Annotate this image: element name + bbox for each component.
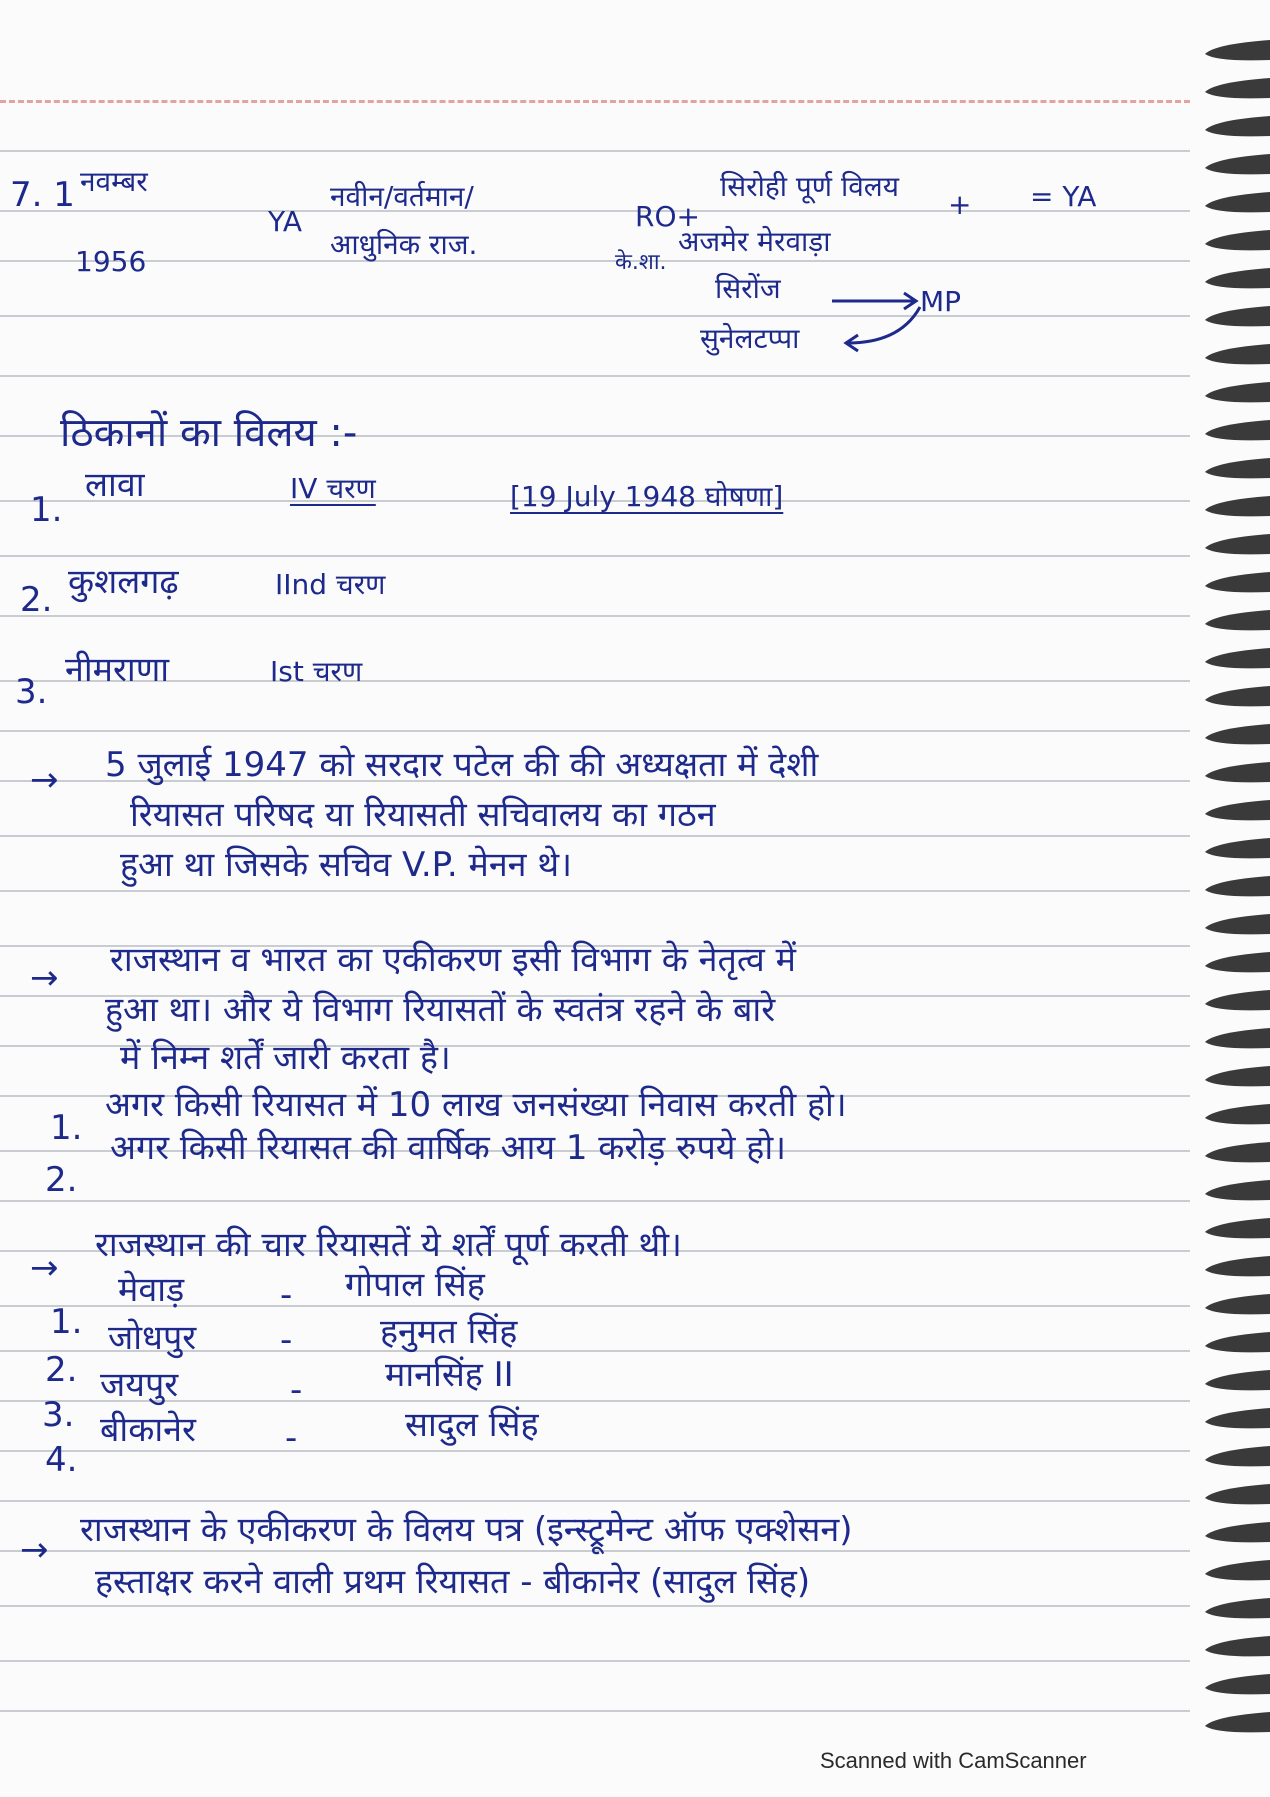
kendra-shasit-label: के.शा.	[615, 250, 667, 275]
spiral-ring	[1205, 1142, 1270, 1162]
ro-plus-label: RO+	[635, 200, 700, 233]
state-2-number: 2.	[45, 1350, 78, 1390]
spiral-ring	[1205, 648, 1270, 668]
spiral-ring	[1205, 1180, 1270, 1200]
para1-line1: 5 जुलाई 1947 को सरदार पटेल की की अध्यक्षता में देशी	[105, 745, 819, 785]
para2-line3: में निम्न शर्तें जारी करता है।	[120, 1038, 451, 1078]
state-descriptor-line1: नवीन/वर्तमान/	[330, 180, 474, 213]
spiral-ring	[1205, 192, 1270, 212]
ruled-line	[0, 1660, 1190, 1662]
thikana-2-name: कुशलगढ़	[68, 562, 179, 602]
spiral-ring	[1205, 230, 1270, 250]
state-2-dash: -	[280, 1320, 293, 1360]
thikana-1-number: 1.	[30, 490, 63, 530]
state-2-name: जोधपुर	[108, 1318, 197, 1358]
thikana-1-note: [19 July 1948 घोषणा]	[510, 480, 784, 513]
spiral-ring	[1205, 1370, 1270, 1390]
ruled-line	[0, 1450, 1190, 1452]
spiral-ring	[1205, 382, 1270, 402]
thikana-3-number: 3.	[15, 672, 48, 712]
spiral-ring	[1205, 1408, 1270, 1428]
date-number: 7. 1	[10, 175, 75, 215]
ruled-line	[0, 1710, 1190, 1712]
spiral-ring	[1205, 1522, 1270, 1542]
thikana-2-number: 2.	[20, 580, 53, 620]
spiral-ring	[1205, 990, 1270, 1010]
spiral-ring	[1205, 344, 1270, 364]
ruled-line	[0, 730, 1190, 732]
state-4-name: बीकानेर	[100, 1410, 196, 1450]
arrow-sironj-to-mp	[830, 285, 930, 355]
spiral-ring	[1205, 1560, 1270, 1580]
spiral-ring	[1205, 496, 1270, 516]
sirohi-merger: सिरोही पूर्ण विलय	[720, 170, 899, 203]
para4-line2: हस्ताक्षर करने वाली प्रथम रियासत - बीकानेर (सादुल सिंह)	[95, 1562, 811, 1602]
spiral-binding	[1195, 30, 1270, 1740]
state-3-ruler: मानसिंह II	[385, 1355, 514, 1395]
spiral-ring	[1205, 78, 1270, 98]
date-year: 1956	[75, 245, 147, 278]
condition-2-number: 2.	[45, 1160, 78, 1200]
camscanner-watermark: Scanned with CamScanner	[820, 1748, 1087, 1773]
arrow-bullet-4: →	[20, 1530, 49, 1570]
ruled-line	[0, 1500, 1190, 1502]
state-1-number: 1.	[50, 1302, 83, 1342]
ajmer-merwara: अजमेर मेरवाड़ा	[678, 225, 831, 258]
ruled-line	[0, 835, 1190, 837]
spiral-ring	[1205, 610, 1270, 630]
state-4-dash: -	[285, 1418, 298, 1458]
date-month: नवम्बर	[80, 165, 148, 198]
ruled-line	[0, 615, 1190, 617]
spiral-ring	[1205, 876, 1270, 896]
state-3-name: जयपुर	[100, 1365, 179, 1405]
spiral-ring	[1205, 686, 1270, 706]
spiral-ring	[1205, 458, 1270, 478]
spiral-ring	[1205, 1256, 1270, 1276]
state-3-number: 3.	[42, 1395, 75, 1435]
spiral-ring	[1205, 1712, 1270, 1732]
spiral-ring	[1205, 534, 1270, 554]
state-4-ruler: सादुल सिंह	[405, 1405, 539, 1445]
para1-line3: हुआ था जिसके सचिव V.P. मेनन थे।	[120, 845, 572, 885]
state-descriptor-line2: आधुनिक राज.	[330, 228, 478, 261]
ruled-line	[0, 315, 1190, 317]
para2-line2: हुआ था। और ये विभाग रियासतों के स्वतंत्र रहने के बारे	[105, 990, 776, 1030]
para4-line1: राजस्थान के एकीकरण के विलय पत्र (इन्स्ट्रूमेन्ट ऑफ एक्शेसन)	[80, 1510, 853, 1550]
spiral-ring	[1205, 116, 1270, 136]
spiral-ring	[1205, 40, 1270, 60]
state-3-dash: -	[290, 1370, 303, 1410]
spiral-ring	[1205, 724, 1270, 744]
spiral-ring	[1205, 1446, 1270, 1466]
arrow-bullet-2: →	[30, 958, 59, 998]
spiral-ring	[1205, 800, 1270, 820]
ruled-line	[0, 260, 1190, 262]
thikana-1-phase: IV चरण	[290, 472, 376, 505]
thikana-heading: ठिकानों का विलय :-	[60, 410, 358, 456]
top-margin-line	[0, 100, 1190, 103]
ruled-line	[0, 210, 1190, 212]
spiral-ring	[1205, 1104, 1270, 1124]
spiral-ring	[1205, 1636, 1270, 1656]
spiral-ring	[1205, 268, 1270, 288]
state-1-name: मेवाड़	[118, 1270, 185, 1310]
ruled-line	[0, 890, 1190, 892]
spiral-ring	[1205, 1332, 1270, 1352]
thikana-3-name: नीमराणा	[65, 650, 170, 690]
spiral-ring	[1205, 1674, 1270, 1694]
spiral-ring	[1205, 1598, 1270, 1618]
para3-line1: राजस्थान की चार रियासतें ये शर्तें पूर्ण करती थी।	[95, 1225, 682, 1265]
ruled-line	[0, 1550, 1190, 1552]
ruled-line	[0, 1200, 1190, 1202]
condition-1-number: 1.	[50, 1108, 83, 1148]
thikana-1-name: लावा	[85, 465, 145, 505]
spiral-ring	[1205, 1028, 1270, 1048]
spiral-ring	[1205, 914, 1270, 934]
ya-label: YA	[268, 205, 303, 238]
spiral-ring	[1205, 1484, 1270, 1504]
state-2-ruler: हनुमत सिंह	[380, 1312, 518, 1352]
sunel-tappa: सुनेलटप्पा	[700, 322, 800, 355]
spiral-ring	[1205, 1218, 1270, 1238]
sironj: सिरोंज	[715, 272, 781, 305]
spiral-ring	[1205, 762, 1270, 782]
para2-line1: राजस्थान व भारत का एकीकरण इसी विभाग के नेतृत्व में	[110, 940, 796, 980]
spiral-ring	[1205, 154, 1270, 174]
para1-line2: रियासत परिषद या रियासती सचिवालय का गठन	[130, 795, 716, 835]
state-1-ruler: गोपाल सिंह	[345, 1265, 485, 1305]
arrow-bullet-3: →	[30, 1248, 59, 1288]
spiral-ring	[1205, 572, 1270, 592]
equals-ya: = YA	[1030, 180, 1097, 213]
state-1-dash: -	[280, 1275, 293, 1315]
ruled-line	[0, 555, 1190, 557]
ruled-line	[0, 375, 1190, 377]
thikana-3-phase: Ist चरण	[270, 655, 363, 688]
condition-1-text: अगर किसी रियासत में 10 लाख जनसंख्या निवास करती हो।	[105, 1085, 847, 1125]
spiral-ring	[1205, 420, 1270, 440]
thikana-2-phase: IInd चरण	[275, 568, 386, 601]
spiral-ring	[1205, 1294, 1270, 1314]
mp-label: MP	[920, 285, 962, 318]
ruled-line	[0, 1400, 1190, 1402]
spiral-ring	[1205, 952, 1270, 972]
spiral-ring	[1205, 306, 1270, 326]
ruled-line	[0, 150, 1190, 152]
state-4-number: 4.	[45, 1440, 78, 1480]
ruled-line	[0, 680, 1190, 682]
arrow-bullet-1: →	[30, 760, 59, 800]
spiral-ring	[1205, 838, 1270, 858]
ruled-line	[0, 1605, 1190, 1607]
spiral-ring	[1205, 1066, 1270, 1086]
plus-sign: +	[948, 188, 972, 221]
condition-2-text: अगर किसी रियासत की वार्षिक आय 1 करोड़ रुपये हो।	[110, 1128, 787, 1168]
